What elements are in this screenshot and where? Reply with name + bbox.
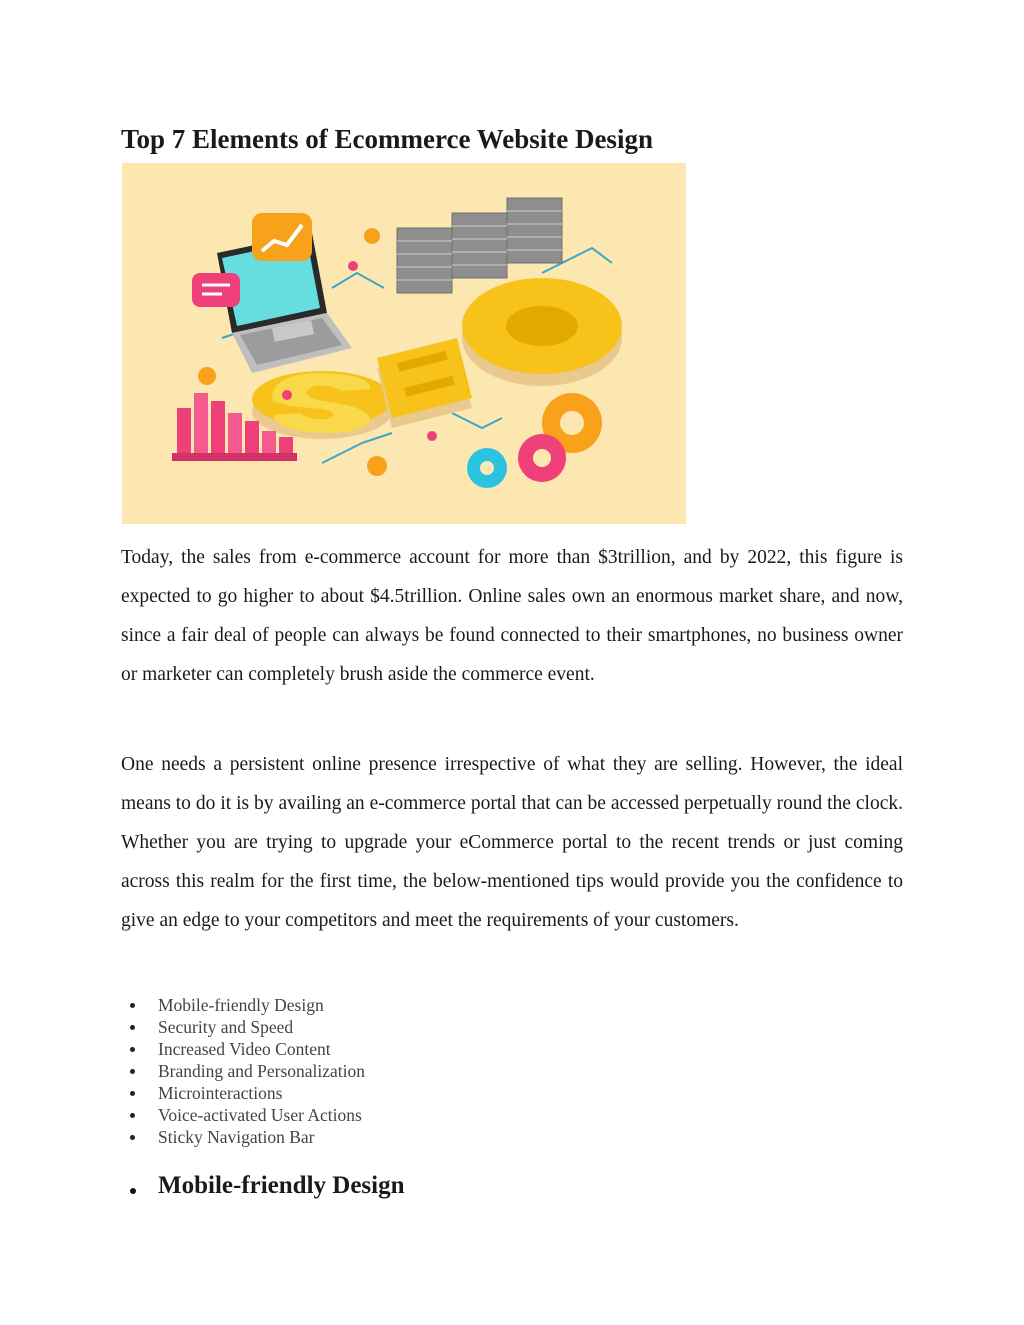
bullet-icon [130, 1025, 135, 1030]
page-title: Top 7 Elements of Ecommerce Website Design [121, 124, 653, 154]
list-item: Microinteractions [121, 1082, 365, 1104]
list-item: Branding and Personalization [121, 1060, 365, 1082]
bullet-icon [130, 1069, 135, 1074]
section-heading-item [121, 1172, 405, 1200]
elements-list [121, 994, 365, 1148]
bullet-icon [130, 1091, 135, 1096]
section-heading: Mobile-friendly Design [158, 1172, 405, 1199]
bullet-icon [130, 1188, 136, 1194]
list-item: Mobile-friendly Design [121, 994, 365, 1016]
intro-paragraph: Today, the sales from e-commerce account for more than $3trillion, and by 2022, this figure is expected to go higher to about $4.5trillion. Online sales own an enormous market share, and now, since a fair deal of people can always be found connected to their smartphones, no business owner or marketer can completely brush aside the commerce event. [121, 547, 903, 685]
bullet-icon [130, 1113, 135, 1118]
bullet-icon [130, 1047, 135, 1052]
bullet-icon [130, 1003, 135, 1008]
bullet-icon [130, 1135, 135, 1140]
seo-hero-image [122, 163, 686, 524]
list-item: Increased Video Content [121, 1038, 365, 1060]
body-paragraph: One needs a persistent online presence irrespective of what they are selling. However, the ideal means to do it is by availing an e-commerce portal that can be accessed perpetually round the clock. Whether you are trying to upgrade your eCommerce portal to the recent trends or just coming across this realm for the first time, the below-mentioned tips would provide you the confidence to give an edge to your competitors and meet the requirements of your customers. [121, 754, 903, 931]
list-item: Voice-activated User Actions [121, 1104, 365, 1126]
list-item: Security and Speed [121, 1016, 365, 1038]
list-item: Sticky Navigation Bar [121, 1126, 365, 1148]
